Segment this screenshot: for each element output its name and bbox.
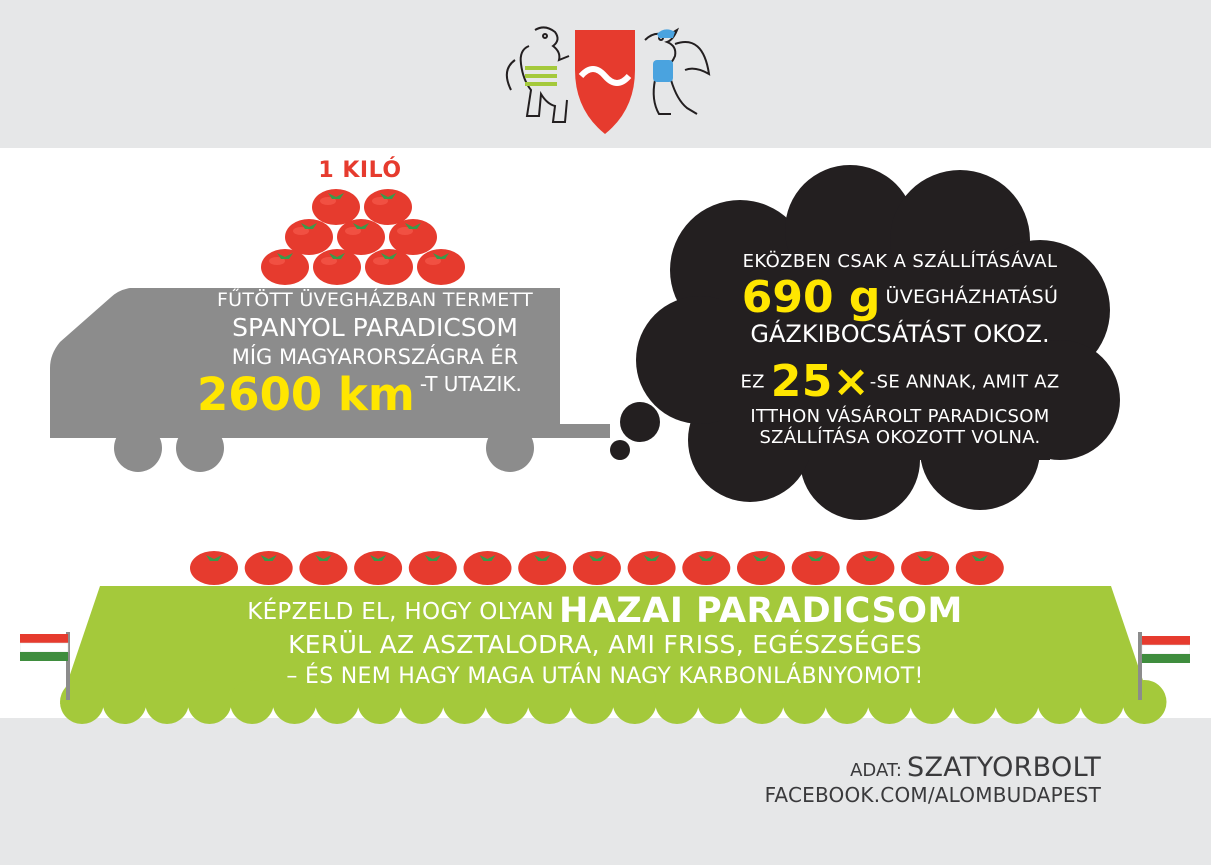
tomato-icon [354,551,402,585]
credit [765,752,1101,807]
truck-text [185,290,565,420]
tomato-icon [846,551,894,585]
cloud-line-3: GÁZKIBOCSÁTÁST OKOZ. [750,320,1050,349]
truck-line-1: FŰTÖTT ÜVEGHÁZBAN TERMETT [216,289,534,311]
credit-source-row [765,752,1101,783]
tomato-icon [299,551,347,585]
cloud-text [700,252,1100,449]
cloud-line-1: EKÖZBEN CSAK A SZÁLLÍTÁSÁVAL [742,251,1058,272]
tomato-icon [737,551,785,585]
hungarian-flag-icon [1136,632,1190,702]
multiplier-prefix: EZ [740,371,765,393]
table-line-1-bold: HAZAI PARADICSOM [558,591,963,631]
tomato-icon [245,551,293,585]
multiplier-suffix: -SE ANNAK, AMIT AZ [869,371,1060,393]
credit-label: ADAT: [850,760,902,781]
hungarian-flag-icon [20,632,74,702]
tomato-icon [956,551,1004,585]
cloud-line-5: ITTHON VÁSÁROLT PARADICSOM [750,406,1050,428]
truck-line-3: MÍG MAGYARORSZÁGRA ÉR [231,344,519,369]
credit-source: SZATYORBOLT [907,752,1101,783]
distance-value: 2600 km [197,367,415,421]
emission-row [700,273,1100,324]
table-text [140,590,1070,690]
multiplier-value: 25× [770,355,870,407]
tomato-icon [792,551,840,585]
weight-label: 1 KILÓ [318,158,402,183]
tomato-icon [628,551,676,585]
multiplier-row [700,357,1100,408]
tomato-icon [464,551,512,585]
griffin-lion-heart-crest-icon [495,20,720,138]
table-scallop [1080,680,1124,724]
distance-suffix: -T UTAZIK. [419,371,522,396]
truck-line-2: SPANYOL PARADICSOM [232,312,518,342]
table-line-2: KERÜL AZ ASZTALODRA, AMI FRISS, EGÉSZSÉGES [288,630,922,659]
tomato-icon [190,551,238,585]
distance-row [185,369,565,421]
tomato-icon [901,551,949,585]
table-line-1-pre: KÉPZELD EL, HOGY OLYAN [247,599,554,625]
table-line-3: – ÉS NEM HAGY MAGA UTÁN NAGY KARBONLÁBNYOMOT! [286,664,924,689]
emission-value: 690 g [741,271,881,323]
tomato-icon [573,551,621,585]
tomato-icon [518,551,566,585]
credit-link[interactable]: FACEBOOK.COM/ALOMBUDAPEST [764,783,1101,807]
tomato-icon [682,551,730,585]
emission-suffix: ÜVEGHÁZHATÁSÚ [885,285,1059,308]
cloud-line-6: SZÁLLÍTÁSA OKOZOTT VOLNA. [759,427,1041,449]
tomato-icon [409,551,457,585]
tomato-pile-row-1 [312,189,412,225]
